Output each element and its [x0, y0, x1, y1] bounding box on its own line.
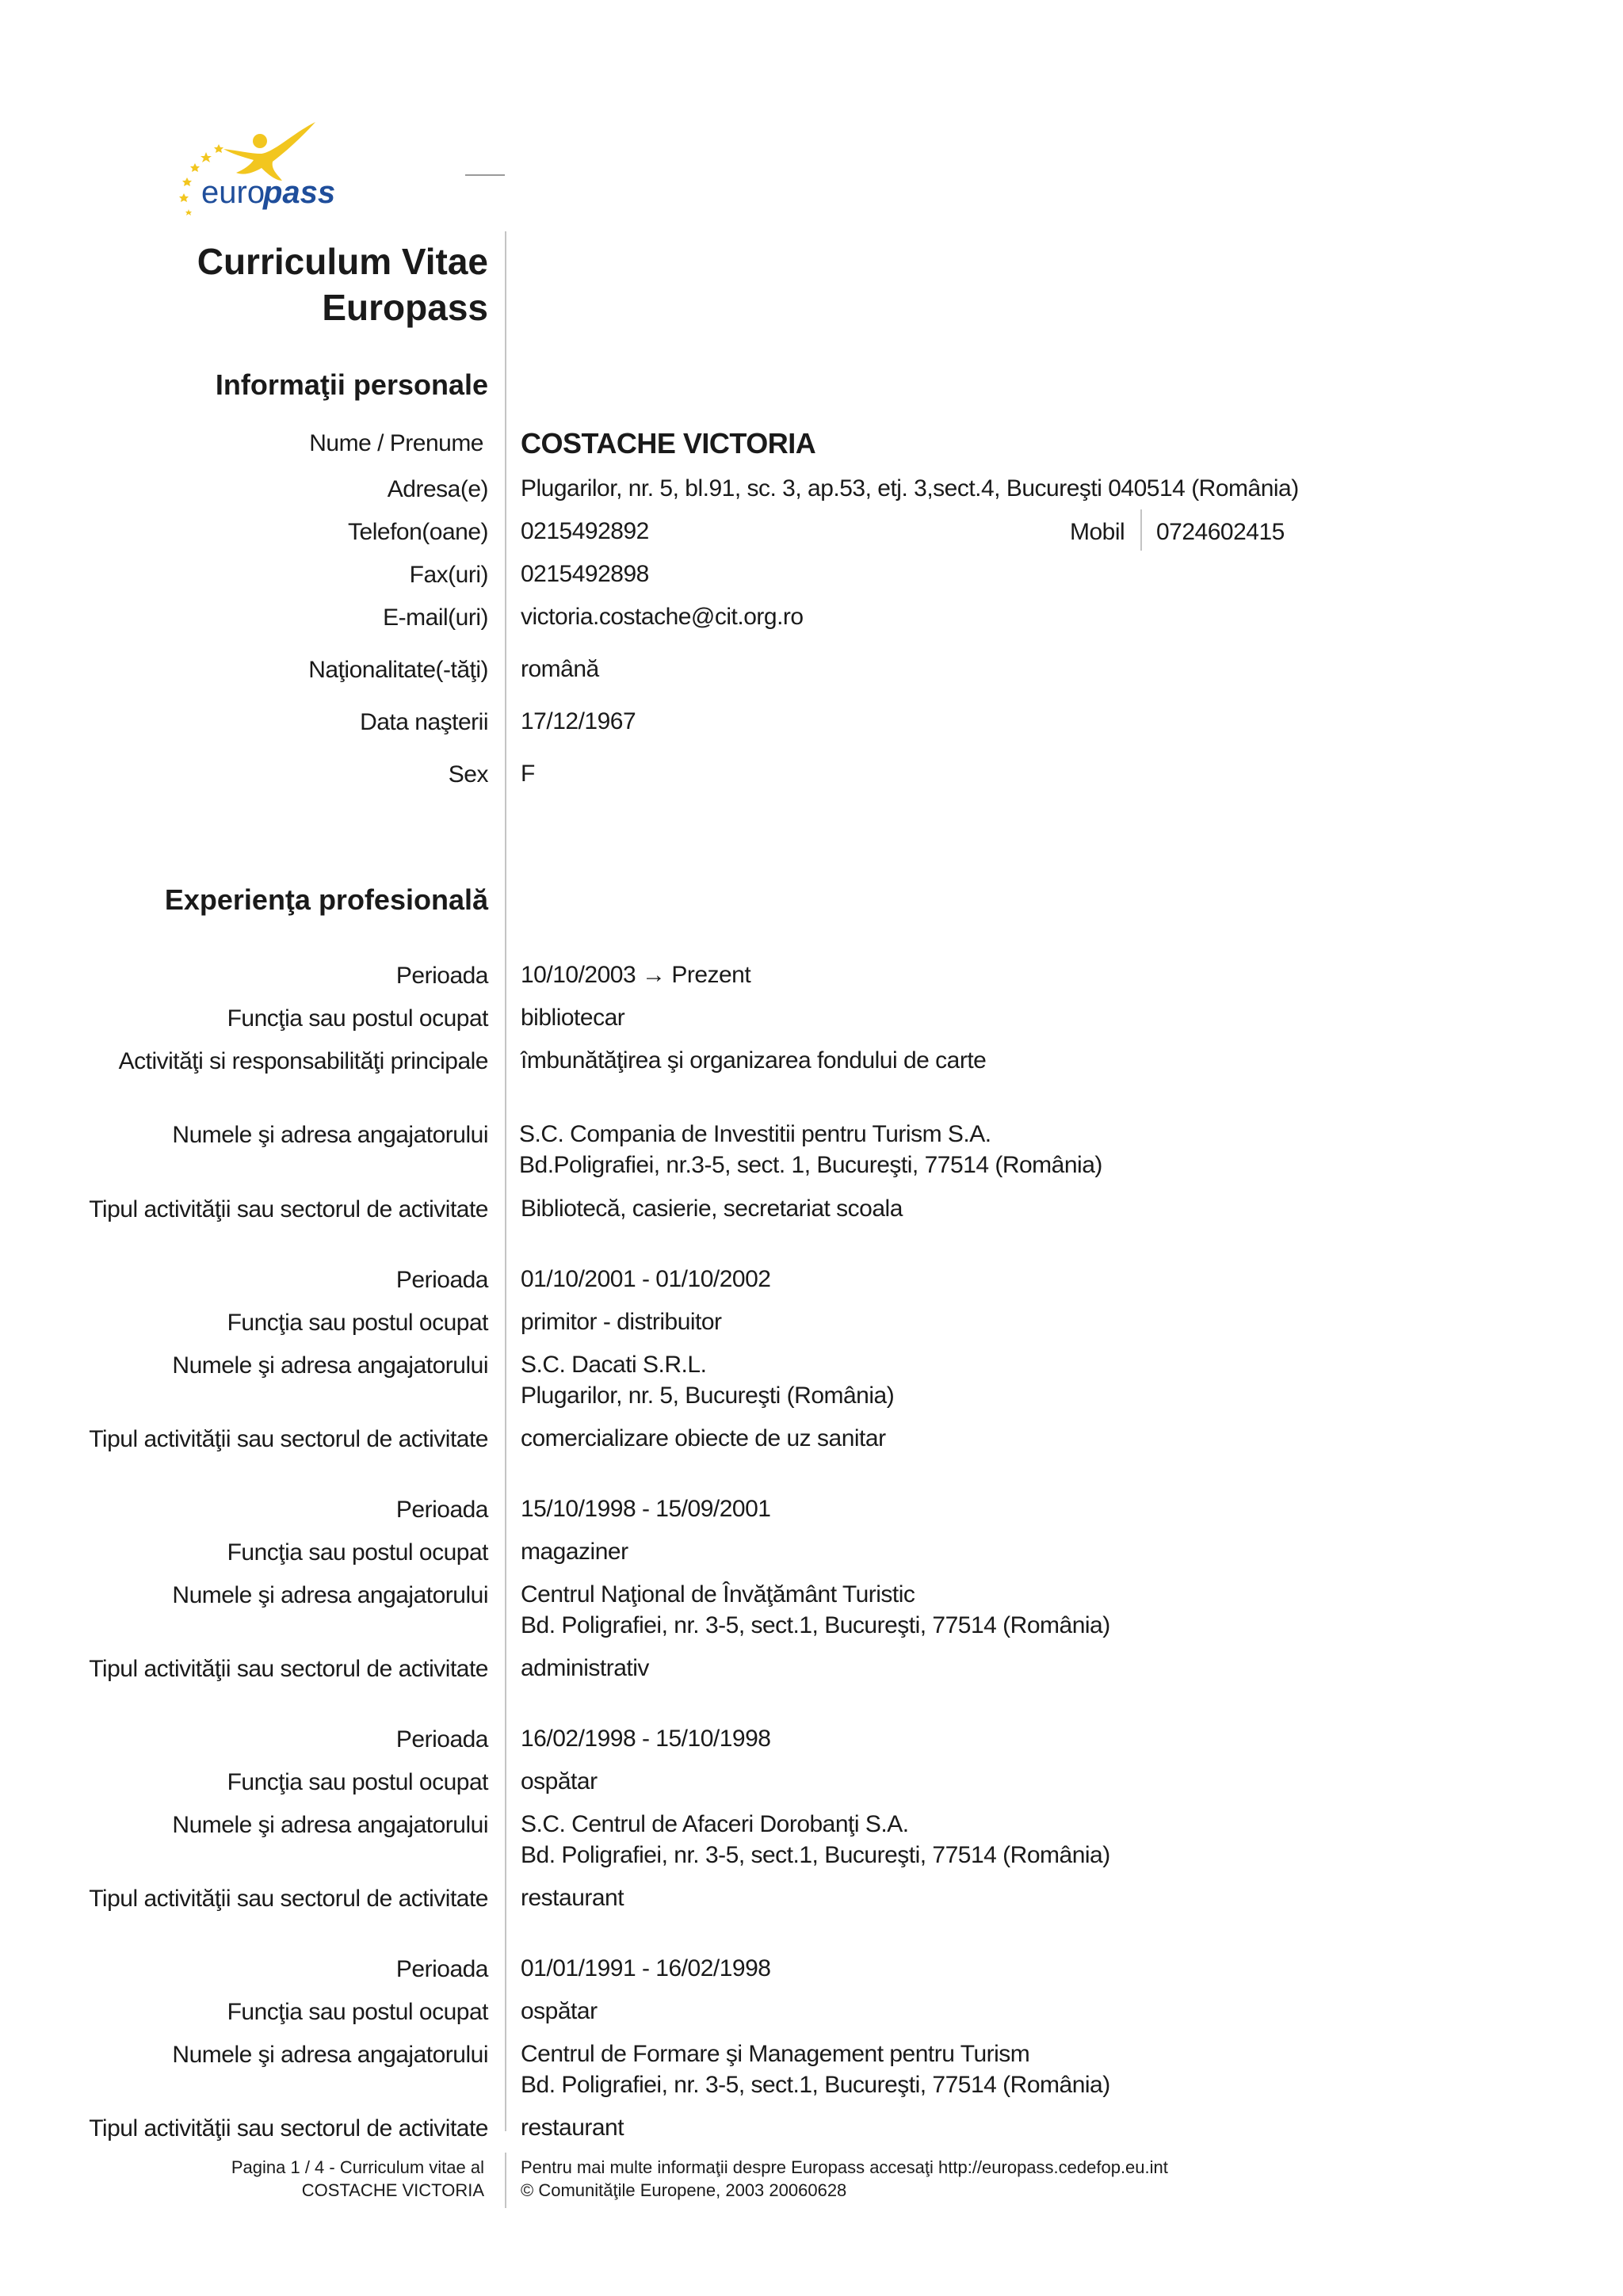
employer-label: Numele şi adresa angajatorului	[172, 1582, 488, 1608]
phone-label: Telefon(oane)	[348, 519, 488, 545]
employer-address: Bd. Poligrafiei, nr. 3-5, sect.1, Bucureşti, 77514 (România)	[521, 1842, 1110, 1868]
position-label: Funcţia sau postul ocupat	[227, 1769, 488, 1795]
employer-name: S.C. Dacati S.R.L.	[521, 1352, 707, 1378]
page-title-line1: Curriculum Vitae	[197, 241, 488, 282]
sector-label: Tipul activităţii sau sectorul de activitate	[89, 1886, 488, 1912]
sector-value: Bibliotecă, casierie, secretariat scoala	[521, 1196, 903, 1222]
europass-logo	[174, 117, 365, 220]
section-title-personal: Informaţii personale	[215, 368, 488, 401]
phone-value: 0215492892	[521, 518, 649, 544]
address-value: Plugarilor, nr. 5, bl.91, sc. 3, ap.53, etj. 3,sect.4, Bucureşti 040514 (România)	[521, 475, 1299, 502]
employer-name: S.C. Centrul de Afaceri Dorobanţi S.A.	[521, 1811, 909, 1837]
nationality-label: Naţionalitate(-tăţi)	[308, 657, 488, 683]
mobile-value: 0724602415	[1156, 519, 1285, 545]
position-value: primitor - distribuitor	[521, 1309, 722, 1335]
sector-label: Tipul activităţii sau sectorul de activitate	[89, 1196, 488, 1222]
employer-label: Numele şi adresa angajatorului	[172, 1122, 488, 1148]
position-label: Funcţia sau postul ocupat	[227, 1999, 488, 2025]
footer-europass-info: Pentru mai multe informaţii despre Europass accesaţi http://europass.cedefop.eu.int	[521, 2157, 1168, 2177]
footer-page-info: Pagina 1 / 4 - Curriculum vitae al	[231, 2157, 484, 2177]
employer-label: Numele şi adresa angajatorului	[172, 1812, 488, 1838]
name-label: Nume / Prenume	[309, 430, 483, 456]
employer-name: S.C. Compania de Investitii pentru Turism S.A.	[519, 1121, 991, 1147]
logo-text-pass: pass	[263, 175, 336, 210]
employer-address: Bd.Poligrafiei, nr.3-5, sect. 1, Bucureşti, 77514 (România)	[519, 1152, 1102, 1178]
period-label: Perioada	[395, 963, 488, 989]
employer-name: Centrul Naţional de Învăţământ Turistic	[521, 1581, 915, 1608]
period-value: 16/02/1998 - 15/10/1998	[521, 1726, 771, 1752]
column-separator	[505, 231, 506, 2131]
employer-address: Plugarilor, nr. 5, Bucureşti (România)	[521, 1383, 895, 1409]
employer-address: Bd. Poligrafiei, nr. 3-5, sect.1, Bucureşti, 77514 (România)	[521, 1612, 1110, 1638]
period-label: Perioada	[395, 1726, 488, 1753]
position-label: Funcţia sau postul ocupat	[227, 1310, 488, 1336]
period-value: 01/10/2001 - 01/10/2002	[521, 1266, 771, 1292]
period-value: 10/10/2003 → Prezent	[521, 962, 751, 988]
position-value: bibliotecar	[521, 1005, 625, 1031]
sector-value: restaurant	[521, 1885, 624, 1911]
footer-copyright: © Comunităţile Europene, 2003 20060628	[521, 2180, 847, 2200]
sector-value: administrativ	[521, 1655, 649, 1681]
employer-label: Numele şi adresa angajatorului	[172, 1352, 488, 1379]
period-value: 01/01/1991 - 16/02/1998	[521, 1955, 771, 1981]
sector-label: Tipul activităţii sau sectorul de activitate	[89, 2115, 488, 2142]
sex-label: Sex	[448, 761, 488, 788]
footer-separator	[505, 2153, 506, 2208]
position-value: magaziner	[521, 1539, 628, 1565]
period-value: 15/10/1998 - 15/09/2001	[521, 1496, 771, 1522]
position-label: Funcţia sau postul ocupat	[227, 1005, 488, 1032]
birth-date-value: 17/12/1967	[521, 708, 636, 734]
europass-logo-icon	[174, 117, 365, 220]
fax-value: 0215492898	[521, 561, 649, 587]
footer-owner-name: COSTACHE VICTORIA	[301, 2180, 484, 2200]
fax-label: Fax(uri)	[409, 562, 488, 588]
period-label: Perioada	[395, 1497, 488, 1523]
position-value: ospătar	[521, 1998, 598, 2024]
section-title-experience: Experienţa profesională	[164, 883, 488, 916]
sector-label: Tipul activităţii sau sectorul de activitate	[89, 1656, 488, 1682]
employer-address: Bd. Poligrafiei, nr. 3-5, sect.1, Bucureşti, 77514 (România)	[521, 2072, 1110, 2098]
mobile-separator	[1140, 509, 1142, 551]
logo-text-euro: euro	[201, 175, 265, 210]
page-title-line2: Europass	[322, 287, 488, 328]
period-label: Perioada	[395, 1956, 488, 1982]
sector-value: restaurant	[521, 2115, 624, 2141]
employer-name: Centrul de Formare şi Management pentru Turism	[521, 2041, 1030, 2067]
period-label: Perioada	[395, 1267, 488, 1293]
logo-divider	[465, 174, 505, 176]
mobile-label: Mobil	[1070, 519, 1125, 545]
activities-value: îmbunătăţirea şi organizarea fondului de carte	[521, 1047, 987, 1074]
email-label: E-mail(uri)	[383, 605, 488, 631]
nationality-value: română	[521, 656, 599, 682]
name-value: COSTACHE VICTORIA	[521, 427, 816, 460]
sector-label: Tipul activităţii sau sectorul de activitate	[89, 1426, 488, 1452]
sector-value: comercializare obiecte de uz sanitar	[521, 1425, 886, 1451]
email-value[interactable]: victoria.costache@cit.org.ro	[521, 604, 804, 630]
birth-date-label: Data naşterii	[360, 709, 488, 735]
sex-value: F	[521, 761, 535, 787]
position-value: ospătar	[521, 1768, 598, 1794]
activities-label: Activităţi si responsabilităţi principale	[118, 1048, 488, 1074]
address-label: Adresa(e)	[387, 476, 488, 502]
position-label: Funcţia sau postul ocupat	[227, 1539, 488, 1566]
employer-label: Numele şi adresa angajatorului	[172, 2042, 488, 2068]
